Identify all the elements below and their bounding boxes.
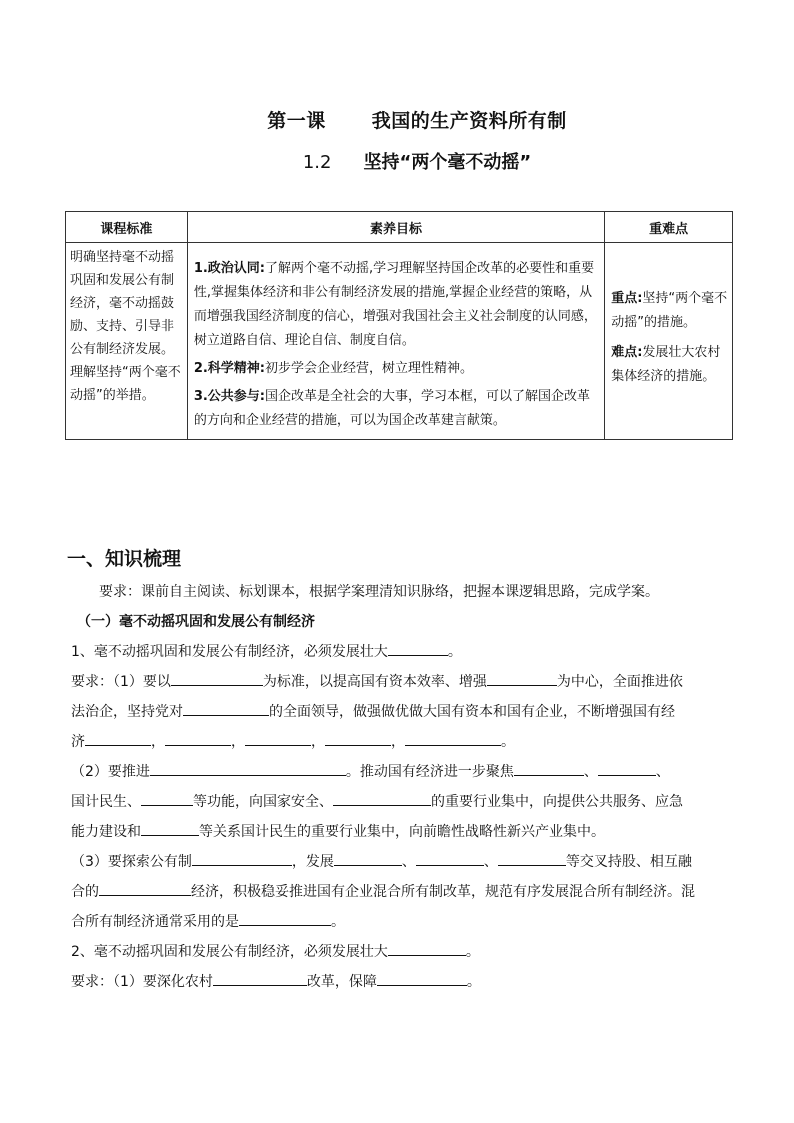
answer-blank[interactable]	[165, 729, 231, 746]
question-line: （2）要推进 。推动国有经济进一步聚焦 、 、	[71, 757, 731, 787]
answer-blank[interactable]	[416, 849, 484, 866]
answer-blank[interactable]	[245, 729, 311, 746]
answer-blank[interactable]	[239, 909, 331, 926]
question-line: 合的 经济，积极稳妥推进国有企业混合所有制改革，规范有序发展混合所有制经济。混	[71, 877, 731, 907]
standard-cell: 明确坚持毫不动摇巩固和发展公有制经济，毫不动摇鼓励、支持、引导非公有制经济发展。理解坚持“两个毫不动摇”的举措。	[66, 243, 188, 440]
answer-blank[interactable]	[487, 669, 557, 686]
section-name: 坚持“两个毫不动摇”	[363, 152, 532, 173]
answer-blank[interactable]	[377, 969, 467, 986]
table-row	[66, 243, 733, 440]
header-goals: 素养目标	[187, 212, 604, 243]
question-line: 1、毫不动摇巩固和发展公有制经济，必须发展壮大 。	[71, 637, 731, 667]
answer-blank[interactable]	[171, 669, 263, 686]
goals-cell	[187, 243, 604, 440]
goal-item: 1.政治认同:了解两个毫不动摇,学习理解坚持国企改革的必要性和重要性,掌握集体经济和非公有制经济发展的措施,掌握企业经营的策略，从而增强我国经济制度的信心，增强对我国社会主义社会制度的认同感，树立道路自信、理论自信、制度自信。	[193, 261, 597, 348]
answer-blank[interactable]	[388, 639, 448, 656]
question-line: （3）要探索公有制 ，发展 、 、 等交叉持股、相互融	[71, 847, 731, 877]
answer-blank[interactable]	[150, 759, 346, 776]
header-standard: 课程标准	[66, 212, 188, 243]
key-point: 重点:坚持“两个毫不动摇”的措施。	[611, 291, 728, 330]
answer-blank[interactable]	[99, 879, 191, 896]
goal-item: 2.科学精神:初步学会企业经营，树立理性精神。	[193, 361, 474, 376]
answer-blank[interactable]	[192, 849, 292, 866]
question-line: 要求：（1）要以 为标准，以提高国有资本效率、增强 为中心，全面推进依	[71, 667, 731, 697]
key-points-cell	[605, 243, 733, 440]
curriculum-table	[65, 211, 733, 440]
answer-blank[interactable]	[498, 849, 566, 866]
answer-blank[interactable]	[514, 759, 584, 776]
question-line: 要求：（1）要深化农村 改革，保障 。	[71, 967, 731, 997]
lesson-title	[0, 106, 794, 133]
lesson-name: 我国的生产资料所有制	[371, 110, 567, 132]
question-line: 能力建设和 等关系国计民生的重要行业集中，向前瞻性战略性新兴产业集中。	[71, 817, 731, 847]
answer-blank[interactable]	[334, 849, 402, 866]
question-line: 法治企，坚持党对 的全面领导，做强做优做大国有资本和国有企业，不断增强国有经	[71, 697, 731, 727]
section-heading: 一、知识梳理	[67, 548, 182, 570]
question-line: 合所有制经济通常采用的是 。	[71, 907, 731, 937]
answer-blank[interactable]	[598, 759, 656, 776]
answer-blank[interactable]	[333, 789, 431, 806]
hard-point: 难点:发展壮大农村集体经济的措施。	[611, 345, 721, 384]
header-key-points: 重难点	[605, 212, 733, 243]
answer-blank[interactable]	[325, 729, 391, 746]
answer-blank[interactable]	[405, 729, 501, 746]
goal-item: 3.公共参与:国企改革是全社会的大事，学习本框，可以了解国企改革的方向和企业经营的措施，可以为国企改革建言献策。	[193, 389, 591, 428]
answer-blank[interactable]	[183, 699, 269, 716]
worksheet-body	[71, 577, 731, 997]
question-line: 济 ， ， ， ， 。	[71, 727, 731, 757]
answer-blank[interactable]	[141, 819, 199, 836]
answer-blank[interactable]	[388, 939, 466, 956]
answer-blank[interactable]	[85, 729, 151, 746]
answer-blank[interactable]	[213, 969, 307, 986]
table-header-row	[66, 212, 733, 243]
lesson-number: 第一课	[267, 110, 326, 132]
subsection-heading: （一）毫不动摇巩固和发展公有制经济	[77, 614, 315, 630]
section-number: 1.2	[302, 152, 332, 173]
question-line: 国计民生、 等功能，向国家安全、 的重要行业集中，向提供公共服务、应急	[71, 787, 731, 817]
requirement-line: 要求：课前自主阅读、标划课本，根据学案理清知识脉络，把握本课逻辑思路，完成学案。	[99, 584, 659, 600]
section-title	[0, 148, 794, 174]
answer-blank[interactable]	[141, 789, 193, 806]
question-line: 2、毫不动摇巩固和发展公有制经济，必须发展壮大 。	[71, 937, 731, 967]
